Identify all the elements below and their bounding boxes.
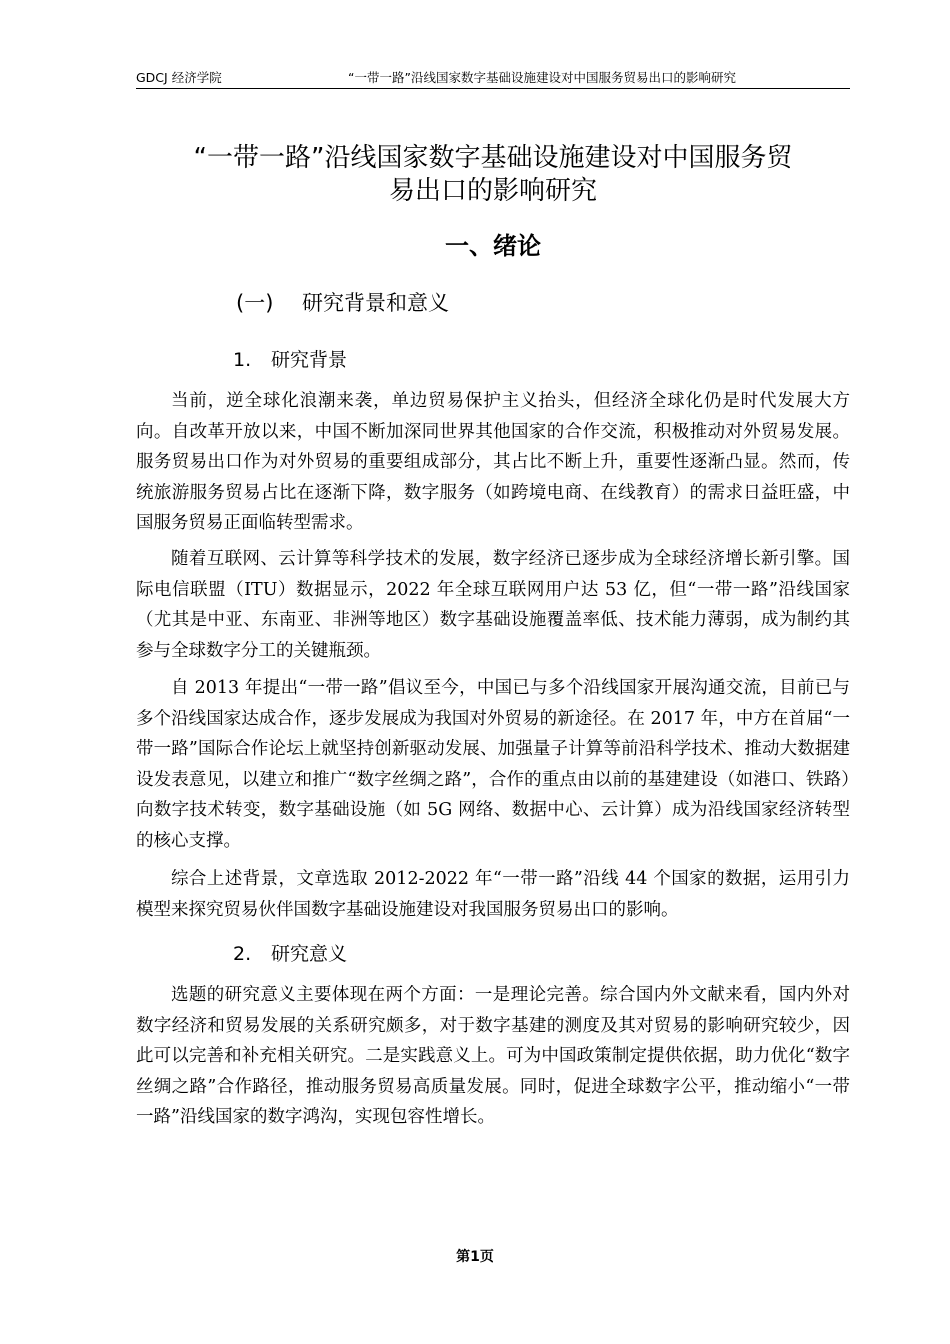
paper-title bbox=[136, 142, 850, 208]
section-heading-introduction: 一、绪论 bbox=[445, 232, 541, 260]
subsection-text: 研究背景和意义 bbox=[302, 291, 449, 315]
paragraph-background-4: 综合上述背景，文章选取 2012-2022 年“一带一路”沿线 44 个国家的数据，运用引力模型来探究贸易伙伴国数字基础设施建设对我国服务贸易出口的影响。 bbox=[136, 869, 850, 920]
paragraph-background-3: 自 2013 年提出“一带一路”倡议至今，中国已与多个沿线国家开展沟通交流，目前已与多个沿线国家达成合作，逐步发展成为我国对外贸易的新途径。在 2017 年，中方在首届“一带一路”国际合作论坛上就坚持创新驱动发展、加强量子计算等前沿科学技术、推动大数据建设发表意见，以建立和推广“数字丝绸之路”，合作的重点由以前的基建建设（如港口、铁路）向数字技术转变，数字基础设施（如 5G 网络、数据中心、云计算）成为沿线国家经济转型的核心支撑。 bbox=[136, 678, 850, 851]
paper-title-line-1: “一带一路”沿线国家数字基础设施建设对中国服务贸 bbox=[193, 143, 793, 173]
header-paper-title: “一带一路”沿线国家数字基础设施建设对中国服务贸易出口的影响研究 bbox=[348, 70, 736, 85]
subheading-number: 1. bbox=[233, 349, 252, 371]
running-header bbox=[136, 66, 850, 89]
subsection-number: (一) bbox=[236, 291, 274, 315]
subheading-text: 研究意义 bbox=[271, 943, 348, 965]
page-number: 第1页 bbox=[456, 1249, 494, 1265]
subheading-text: 研究背景 bbox=[271, 349, 348, 371]
paragraph-significance-1: 选题的研究意义主要体现在两个方面：一是理论完善。综合国内外文献来看，国内外对数字经济和贸易发展的关系研究颇多，对于数字基建的测度及其对贸易的影响研究较少，因此可以完善和补充相关研究。二是实践意义上。可为中国政策制定提供依据，助力优化“数字丝绸之路”合作路径，推动服务贸易高质量发展。同时，促进全球数字公平，推动缩小“一带一路”沿线国家的数字鸿沟，实现包容性增长。 bbox=[136, 985, 850, 1127]
subheading-research-background bbox=[233, 346, 347, 374]
paper-title-line-2: 易出口的影响研究 bbox=[388, 176, 597, 206]
paragraph-background-2: 随着互联网、云计算等科学技术的发展，数字经济已逐步成为全球经济增长新引擎。国际电信联盟（ITU）数据显示，2022 年全球互联网用户达 53 亿，但“一带一路”沿线国家（尤其是中亚、东南亚、非洲等地区）数字基础设施覆盖率低、技术能力薄弱，成为制约其参与全球数字分工的关键瓶颈。 bbox=[136, 549, 850, 661]
subheading-research-significance bbox=[233, 940, 347, 968]
header-institution: GDCJ 经济学院 bbox=[136, 70, 222, 85]
subheading-number: 2. bbox=[233, 943, 252, 965]
paragraph-background-1: 当前，逆全球化浪潮来袭，单边贸易保护主义抬头，但经济全球化仍是时代发展大方向。自改革开放以来，中国不断加深同世界其他国家的合作交流，积极推动对外贸易发展。服务贸易出口作为对外贸易的重要组成部分，其占比不断上升，重要性逐渐凸显。然而，传统旅游服务贸易占比在逐渐下降，数字服务（如跨境电商、在线教育）的需求日益旺盛，中国服务贸易正面临转型需求。 bbox=[136, 391, 850, 533]
subsection-heading-background-significance bbox=[236, 288, 449, 318]
